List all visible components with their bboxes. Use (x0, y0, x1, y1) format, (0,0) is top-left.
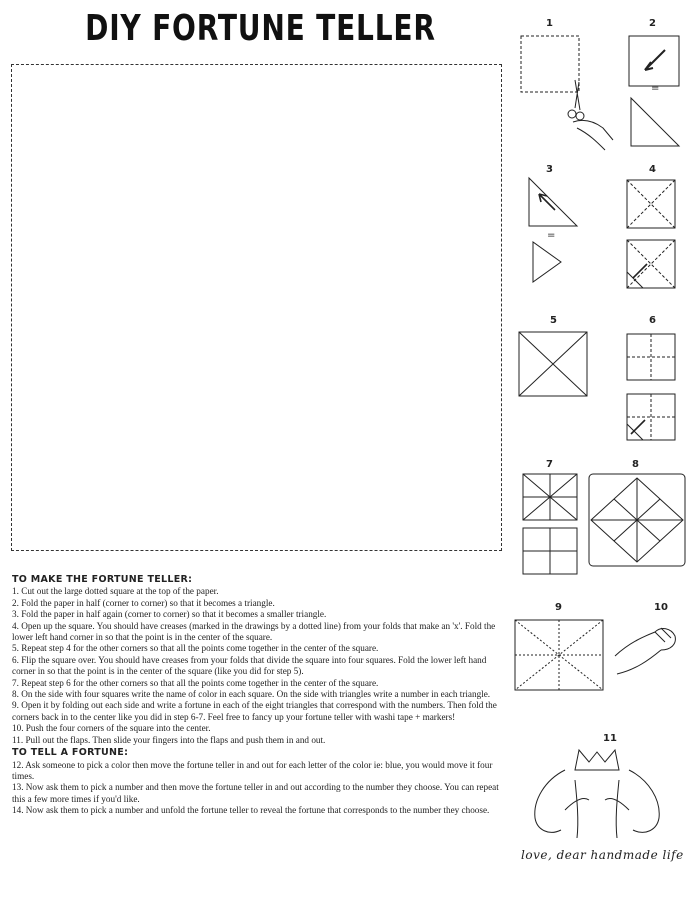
folding-diagrams (505, 10, 693, 850)
step-number-6: 6 (649, 315, 656, 326)
step-number-3: 3 (546, 164, 553, 175)
instruction-step: 12. Ask someone to pick a color then move the fortune teller in and out for each letter of the color ie: blue, you would move it four times. (12, 759, 493, 781)
tell-heading: TO TELL A FORTUNE: (12, 747, 129, 759)
step4-diagram (627, 180, 675, 288)
step9-diagram (515, 620, 603, 690)
instruction-step: 11. Pull out the flaps. Then slide your fingers into the flaps and push them in and out. (12, 734, 326, 745)
instruction-step: 8. On the side with four squares write the name of color in each square. On the side with triangles write a number in each triangle. (12, 689, 491, 700)
instructions (12, 574, 502, 817)
step10-diagram (615, 628, 675, 674)
instruction-step: 9. Open it by folding out each side and write a fortune in each of the eight triangles that correspond with the numbers. Then fold the corners back in to the center like you did in step 6-7. Feel free to fancy up your fortune teller with washi tape + markers! (12, 700, 497, 722)
instruction-step: 10. Push the four corners of the square into the center. (12, 723, 211, 734)
instruction-step: 2. Fold the paper in half (corner to corner) so that it becomes a triangle. (12, 597, 275, 608)
instruction-step: 7. Repeat step 6 for the other corners so that all the points come together in the center of the square. (12, 677, 379, 688)
make-heading: TO MAKE THE FORTUNE TELLER: (12, 574, 193, 585)
signature: love, dear handmade life (521, 848, 684, 862)
step-number-8: 8 (632, 459, 639, 470)
equals-sign: = (651, 83, 660, 94)
equals-sign: = (547, 230, 556, 241)
instruction-step: 4. Open up the square. You should have creases (marked in the drawings by a dotted line) from your folds that make an 'x'. Fold the lower left hand corner in so that the point is in the center of the square. (12, 620, 496, 643)
step1-diagram (521, 36, 613, 150)
instruction-step: 3. Fold the paper in half again (corner to corner) so that it becomes a smaller triangle. (12, 609, 327, 620)
instruction-step: 5. Repeat step 4 for the other corners so that all the points come together in the center of the square. (12, 643, 379, 654)
cut-out-square (11, 64, 502, 551)
instruction-step: 1. Cut out the large dotted square at the top of the paper. (12, 586, 219, 597)
step-number-5: 5 (550, 315, 557, 326)
step-number-10: 10 (654, 602, 668, 613)
instruction-step: 13. Now ask them to pick a number and then move the fortune teller in and out according to the number they choose. You can repeat this a few more times if you'd like. (12, 782, 499, 804)
step5-diagram (519, 332, 587, 396)
step11-diagram (535, 750, 659, 838)
step-number-7: 7 (546, 459, 553, 470)
step2-diagram (629, 36, 679, 146)
step-number-2: 2 (649, 18, 656, 29)
step-number-4: 4 (649, 164, 656, 175)
page-title: DIY FORTUNE TELLER (85, 8, 436, 49)
step6-diagram (627, 334, 675, 440)
step7-diagram (523, 474, 577, 574)
step-number-1: 1 (546, 18, 553, 29)
step8-diagram (589, 474, 685, 566)
step-number-9: 9 (555, 602, 562, 613)
instruction-step: 6. Flip the square over. You should have creases from your folds that divide the square into four squares. Fold the lower left hand corner in so that the point is in the center of the square (like you did for step 5). (12, 654, 487, 677)
step3-diagram (529, 178, 577, 282)
instruction-step: 14. Now ask them to pick a number and unfold the fortune teller to reveal the fortune that corresponds to the number they choose. (12, 805, 490, 816)
step-number-11: 11 (603, 733, 617, 744)
